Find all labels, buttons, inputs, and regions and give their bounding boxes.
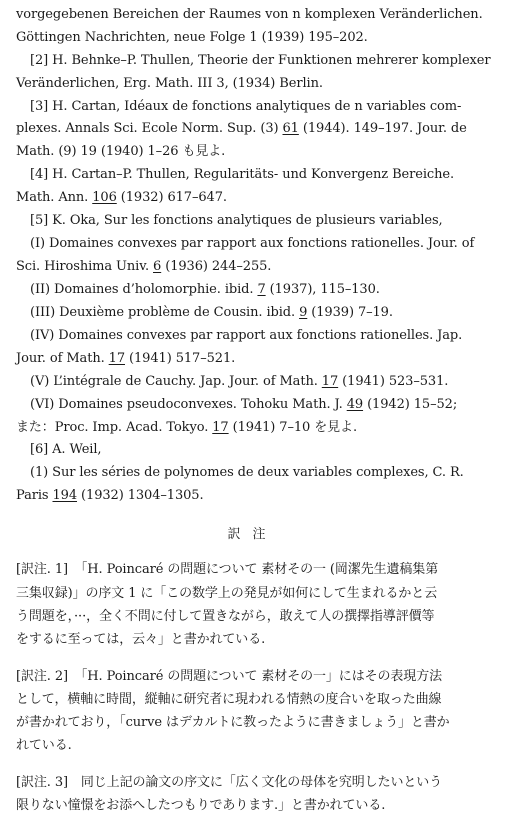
note-line: う問題を，···，全く不問に付して置きながら，敢えて人の撰擇指導評價等 [16, 609, 435, 624]
text-line: [2] H. Behnke–P. Thullen, Theorie der Funktionen mehrerer komplexer [30, 53, 491, 68]
note-line: が書かれており，「curve はデカルトに教ったように書きましょう」と書か [16, 715, 450, 730]
note-line: 限りない憧憬をお添へしたつもりであります.」と書かれている. [16, 798, 386, 813]
note-line: として，横軸に時間，縦軸に研究者に現われる情熱の度合いを取った曲線 [16, 692, 442, 707]
note-line: れている. [16, 738, 72, 753]
text-line: Paris 194 (1932) 1304–1305. [16, 488, 204, 503]
note-line: [訳注. 1] 「H. Poincaré の問題について 素材その一 (岡潔先生遺稿集第 [16, 562, 439, 577]
text-line: Veränderlichen, Erg. Math. III 3, (1934) Berlin. [16, 76, 323, 91]
text-line: (III) Deuxième problème de Cousin. ibid. 9 (1939) 7–19. [30, 305, 393, 320]
text-line: (I) Domaines convexes par rapport aux fonctions rationelles. Jour. of [30, 236, 475, 251]
text-line: Math. Ann. 106 (1932) 617–647. [16, 190, 227, 205]
note-line: [訳注. 2] 「H. Poincaré の問題について 素材その一」にはその表現方法 [16, 669, 443, 684]
note-line: 三集収録)」の序文 1 に「この数学上の発見が如何にして生まれるかと云 [16, 586, 438, 601]
text-line: (VI) Domaines pseudoconvexes. Tohoku Math. J. 49 (1942) 15–52; [30, 397, 458, 412]
text-line: (IV) Domaines convexes par rapport aux fonctions rationelles. Jap. [30, 328, 463, 343]
note-line: [訳注. 3] 同じ上記の論文の序文に「広く文化の母体を究明したいという [16, 775, 443, 790]
section-heading: 訳注 [227, 527, 278, 542]
text-line: また：Proc. Imp. Acad. Tokyo. 17 (1941) 7–10 を見よ. [16, 420, 357, 435]
text-line: [5] K. Oka, Sur les fonctions analytiques de plusieurs variables, [30, 213, 443, 228]
note-line: をするに至っては，云々」と書かれている. [16, 632, 266, 647]
text-line: plexes. Annals Sci. Ecole Norm. Sup. (3) 61 (1944). 149–197. Jour. de [16, 121, 467, 136]
text-line: Jour. of Math. 17 (1941) 517–521. [16, 351, 236, 366]
text-line: Math. (9) 19 (1940) 1–26 も見よ. [16, 144, 226, 159]
text-line: (1) Sur les séries de polynomes de deux variables complexes, C. R. [30, 465, 464, 480]
text-line: [6] A. Weil, [30, 442, 102, 457]
text-line: [3] H. Cartan, Idéaux de fonctions analytiques de n variables com- [30, 99, 462, 114]
text-line: (V) L’intégrale de Cauchy. Jap. Jour. of Math. 17 (1941) 523–531. [30, 374, 449, 389]
text-line: vorgegebenen Bereichen der Raumes von n komplexen Veränderlichen. [16, 7, 483, 22]
text-line: Sci. Hiroshima Univ. 6 (1936) 244–255. [16, 259, 272, 274]
text-line: Göttingen Nachrichten, neue Folge 1 (1939) 195–202. [16, 30, 368, 45]
text-line: (II) Domaines d’holomorphie. ibid. 7 (1937), 115–130. [30, 282, 380, 297]
text-line: [4] H. Cartan–P. Thullen, Regularitäts- und Konvergenz Bereiche. [30, 167, 454, 182]
